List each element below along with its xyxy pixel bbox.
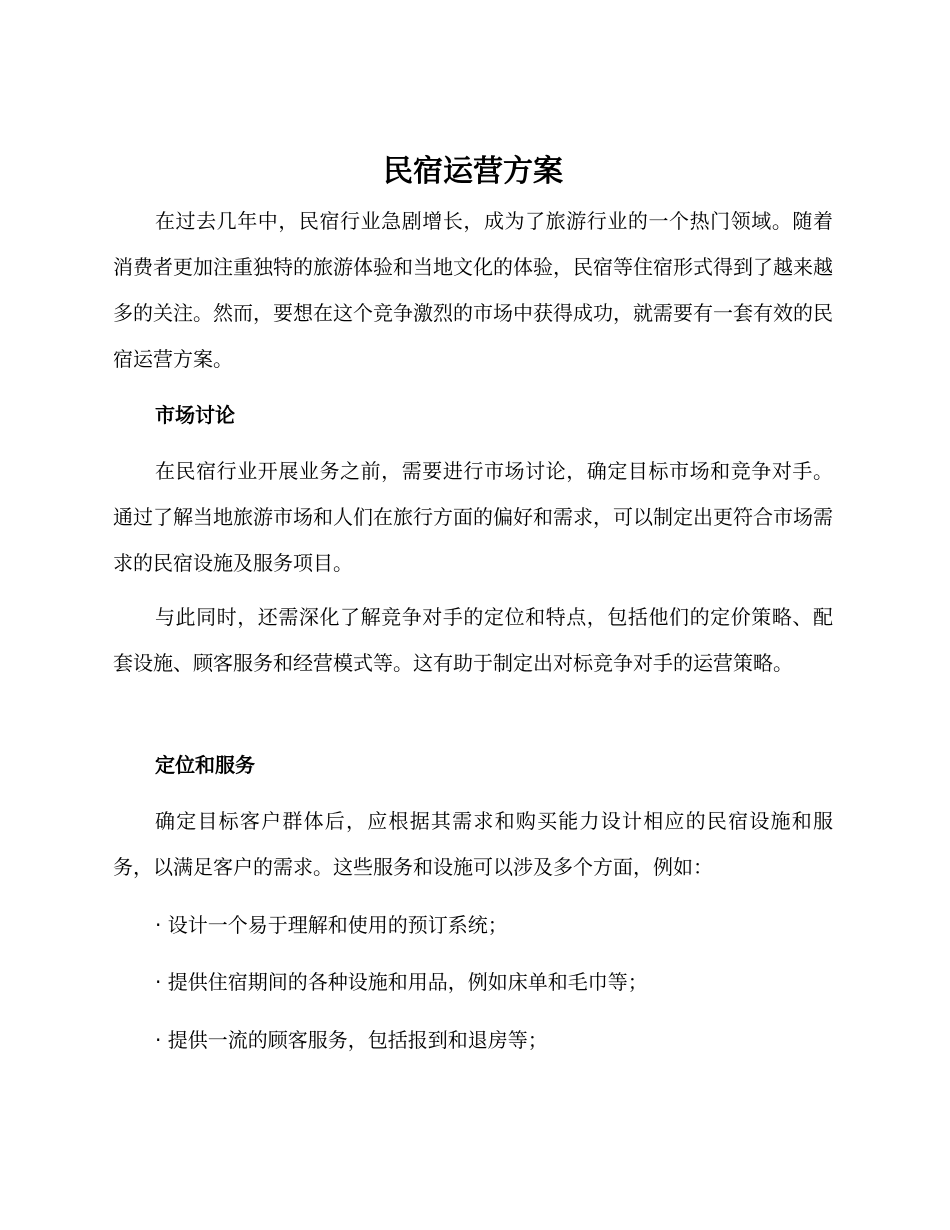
positioning-paragraph-1: 确定目标客户群体后，应根据其需求和购买能力设计相应的民宿设施和服务，以满足客户的需求。这些服务和设施可以涉及多个方面，例如： (113, 809, 833, 879)
bullet-item-service: · 提供一流的顾客服务，包括报到和退房等； (155, 1028, 548, 1052)
bullet-item-booking: · 设计一个易于理解和使用的预订系统； (155, 913, 508, 937)
document-title: 民宿运营方案 (383, 154, 563, 189)
market-paragraph-1: 在民宿行业开展业务之前，需要进行市场讨论，确定目标市场和竞争对手。通过了解当地旅游市场和人们在旅行方面的偏好和需求，可以制定出更符合市场需求的民宿设施及服务项目。 (113, 459, 833, 575)
section-heading-positioning: 定位和服务 (155, 753, 255, 777)
section-heading-market: 市场讨论 (155, 403, 235, 427)
intro-paragraph: 在过去几年中，民宿行业急剧增长，成为了旅游行业的一个热门领域。随着消费者更加注重独特的旅游体验和当地文化的体验，民宿等住宿形式得到了越来越多的关注。然而，要想在这个竞争激烈的市场中获得成功，就需要有一套有效的民宿运营方案。 (113, 209, 833, 371)
bullet-item-facilities: · 提供住宿期间的各种设施和用品，例如床单和毛巾等； (155, 970, 648, 994)
market-paragraph-2: 与此同时，还需深化了解竞争对手的定位和特点，包括他们的定价策略、配套设施、顾客服务和经营模式等。这有助于制定出对标竞争对手的运营策略。 (113, 605, 833, 675)
